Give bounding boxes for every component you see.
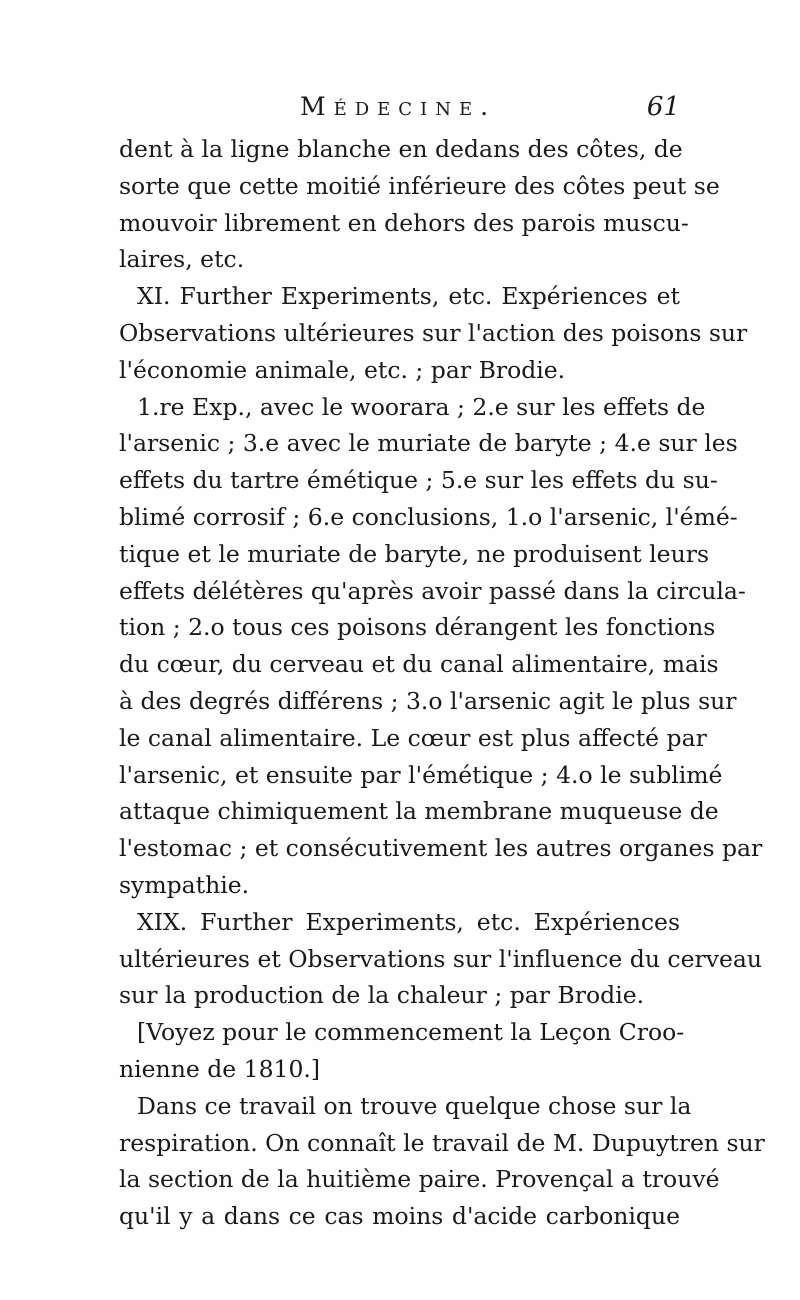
text-line: nienne de 1810.]: [119, 1054, 321, 1083]
text-line: la section de la huitième paire. Provençal a trouvé: [119, 1165, 720, 1194]
text-line: Dans ce travail on trouve quelque chose sur la: [137, 1091, 692, 1120]
text-line: qu'il y a dans ce cas moins d'acide carbonique: [119, 1202, 680, 1231]
running-title: Médecine.: [300, 92, 497, 121]
text-line: sur la production de la chaleur ; par Brodie.: [119, 981, 645, 1010]
text-line: à des degrés différens ; 3.o l'arsenic agit le plus sur: [119, 686, 737, 715]
text-line: ultérieures et Observations sur l'influence du cerveau: [119, 944, 763, 973]
text-line: XIX. Further Experiments, etc. Expériences: [137, 907, 680, 936]
text-line: effets du tartre émétique ; 5.e sur les effets du su-: [119, 466, 718, 495]
text-line: sympathie.: [119, 870, 250, 899]
page-number: 61: [646, 92, 680, 122]
text-line: l'arsenic ; 3.e avec le muriate de baryte ; 4.e sur les: [119, 429, 738, 458]
text-line: tion ; 2.o tous ces poisons dérangent les fonctions: [119, 613, 716, 642]
text-line: attaque chimiquement la membrane muqueuse de: [119, 797, 719, 826]
body-text: [119, 131, 765, 1235]
text-line: l'estomac ; et consécutivement les autres organes par: [119, 834, 763, 863]
text-line: mouvoir librement en dehors des parois muscu-: [119, 208, 689, 237]
text-line: [Voyez pour le commencement la Leçon Croo-: [137, 1018, 685, 1047]
text-line: sorte que cette moitié inférieure des côtes peut se: [119, 171, 720, 200]
text-line: XI. Further Experiments, etc. Expériences et: [137, 282, 680, 311]
text-line: Observations ultérieures sur l'action des poisons sur: [119, 318, 748, 347]
text-line: effets délétères qu'après avoir passé dans la circula-: [119, 576, 746, 605]
text-line: tique et le muriate de baryte, ne produisent leurs: [119, 539, 710, 568]
text-line: du cœur, du cerveau et du canal alimentaire, mais: [119, 650, 719, 679]
text-line: laires, etc.: [119, 245, 245, 274]
running-head: [120, 92, 680, 132]
text-line: le canal alimentaire. Le cœur est plus affecté par: [119, 723, 707, 752]
text-line: blimé corrosif ; 6.e conclusions, 1.o l'arsenic, l'émé-: [119, 502, 738, 531]
text-line: dent à la ligne blanche en dedans des côtes, de: [119, 135, 683, 163]
text-line: l'économie animale, etc. ; par Brodie.: [119, 355, 566, 384]
text-line: l'arsenic, et ensuite par l'émétique ; 4.o le sublimé: [119, 760, 723, 789]
text-line: 1.re Exp., avec le woorara ; 2.e sur les effets de: [137, 392, 706, 421]
text-line: respiration. On connaît le travail de M. Dupuytren sur: [119, 1128, 765, 1157]
